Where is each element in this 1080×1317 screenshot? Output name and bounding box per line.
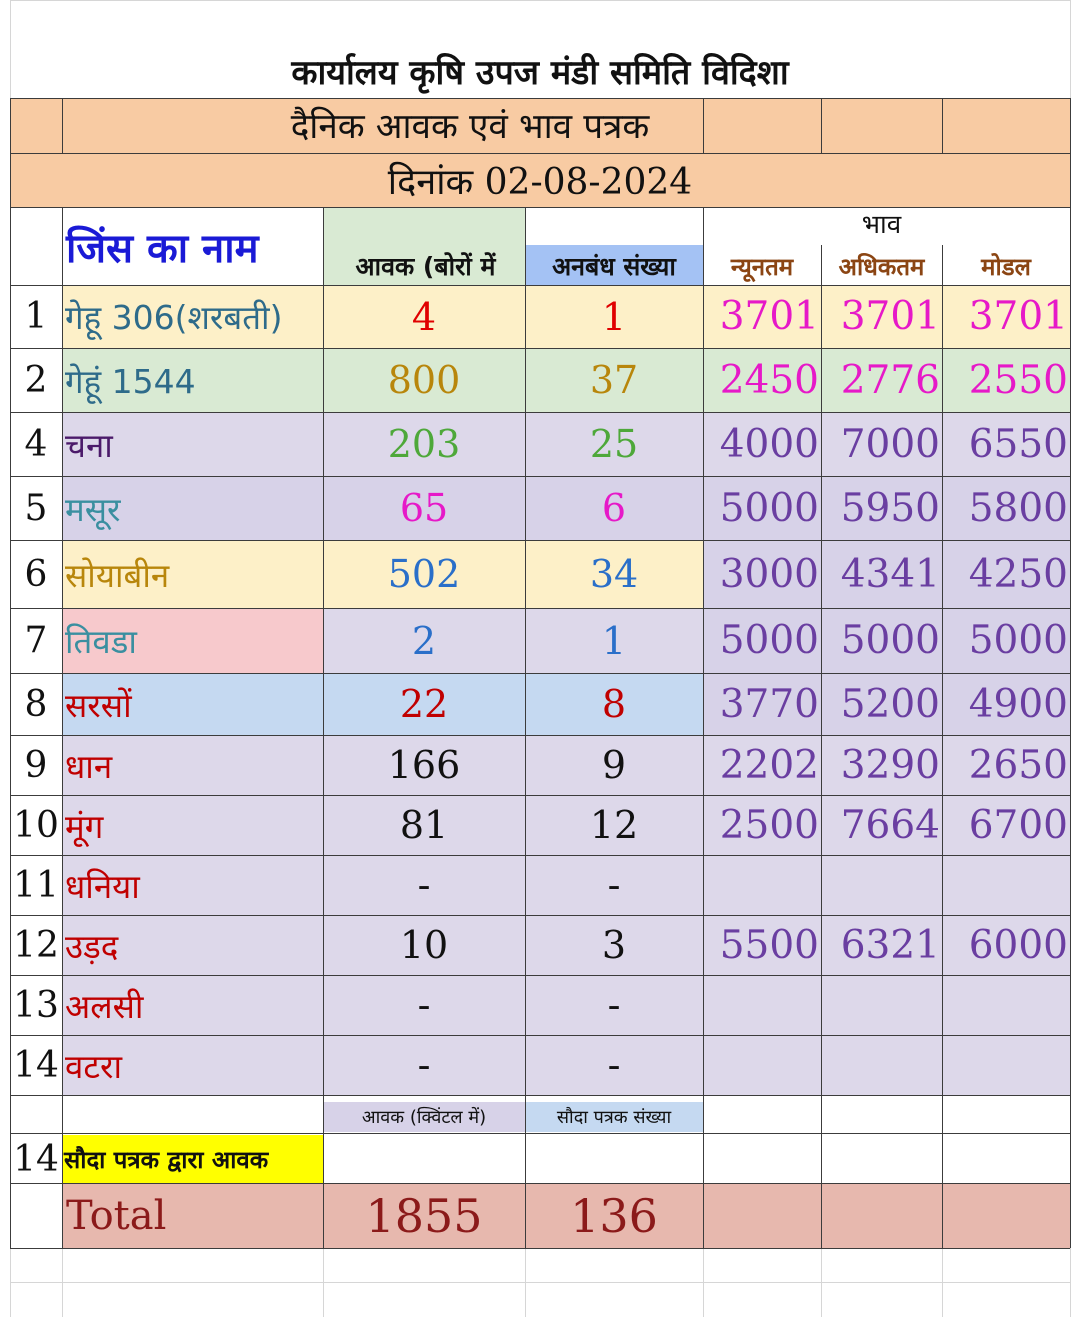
row-serial-number: 12 [13, 924, 59, 966]
table-border-vertical [10, 98, 11, 1248]
total-arrival: 1855 [365, 1188, 483, 1243]
max-price: 3701 [840, 294, 940, 339]
arrival-value: - [417, 863, 431, 907]
row-serial-number: 14 [13, 1044, 59, 1086]
row-serial-number: 13 [13, 984, 59, 1026]
table-border-horizontal [10, 1133, 1070, 1134]
table-border-horizontal [10, 975, 1070, 976]
contract-value: 1 [601, 294, 627, 339]
min-price: 2450 [719, 357, 819, 403]
commodity-name: मसूर [65, 489, 121, 529]
modal-price [942, 855, 1070, 915]
commodity-name: सरसों [65, 685, 132, 725]
min-price: 2202 [719, 742, 819, 788]
contract-value: - [607, 1043, 621, 1087]
modal-price: 6700 [968, 802, 1068, 848]
contract-value: 3 [601, 923, 627, 967]
commodity-name: मूंग [65, 806, 104, 846]
modal-price: 2650 [968, 742, 1068, 788]
page-subtitle: दैनिक आवक एवं भाव पत्रक [290, 107, 650, 147]
modal-price: 4250 [968, 551, 1068, 597]
max-price: 6321 [840, 922, 940, 968]
min-price [703, 975, 821, 1035]
table-border-horizontal [10, 98, 1070, 99]
contract-value: 8 [601, 682, 627, 726]
table-border-vertical [323, 207, 324, 1248]
table-border-vertical [525, 207, 526, 1248]
min-price [703, 855, 821, 915]
min-price [703, 1035, 821, 1095]
contract-value: 25 [589, 422, 639, 466]
row-serial-number: 6 [24, 553, 48, 595]
commodity-name: गेहू 306(शरबती) [65, 298, 283, 337]
column-header-name: जिंस का नाम [66, 225, 259, 272]
page-title: कार्यालय कृषि उपज मंडी समिति विदिशा [291, 53, 789, 93]
column-header-max: अधिकतम [838, 253, 925, 281]
contract-value: 37 [589, 358, 639, 402]
row-serial-number: 1 [24, 296, 48, 337]
sauda-serial-number: 14 [13, 1138, 59, 1180]
table-border-vertical [821, 245, 822, 1248]
row-serial-number: 4 [24, 423, 48, 465]
min-price: 2500 [719, 802, 819, 848]
arrival-value: 166 [387, 743, 461, 787]
max-price: 5200 [840, 681, 940, 727]
table-border-vertical [1070, 98, 1071, 1248]
table-border-horizontal [10, 153, 1070, 154]
arrival-value: - [417, 1043, 431, 1087]
contract-value: 34 [589, 552, 639, 596]
sauda-count-label: सौदा पत्रक संख्या [556, 1107, 672, 1128]
contract-value: 6 [601, 486, 627, 530]
commodity-name: सोयाबीन [65, 555, 170, 595]
total-contract: 136 [570, 1188, 658, 1243]
contract-value: 9 [601, 743, 627, 787]
max-price [821, 1035, 942, 1095]
table-border-horizontal [10, 855, 1070, 856]
table-border-horizontal [10, 540, 1070, 541]
table-border-horizontal [10, 735, 1070, 736]
column-header-modal: मोडल [981, 253, 1031, 281]
commodity-name: धान [65, 746, 113, 786]
arrival-value: 800 [387, 358, 461, 402]
arrival-value: 65 [399, 486, 449, 530]
table-border-vertical [703, 207, 704, 1248]
contract-value: 1 [601, 618, 627, 663]
table-border-vertical [703, 98, 704, 153]
column-header-price-group: भाव [861, 210, 902, 240]
max-price: 7664 [840, 802, 940, 848]
contract-value: - [607, 863, 621, 907]
max-price [821, 975, 942, 1035]
gridline [323, 1248, 324, 1317]
gridline [10, 0, 1070, 1]
table-border-horizontal [10, 1248, 1070, 1249]
row-serial-number: 9 [24, 744, 48, 786]
row-serial-number: 8 [24, 683, 48, 725]
table-border-vertical [62, 207, 63, 1248]
arrival-value: - [417, 983, 431, 1027]
commodity-name: तिवडा [65, 622, 137, 661]
table-border-horizontal [10, 285, 1070, 286]
min-price: 3000 [719, 551, 819, 597]
commodity-name: वटरा [65, 1046, 123, 1086]
modal-price [942, 975, 1070, 1035]
modal-price: 2550 [968, 357, 1068, 403]
table-border-vertical [942, 245, 943, 1248]
max-price: 7000 [840, 421, 940, 467]
arrival-value: 2 [411, 618, 437, 663]
max-price: 5950 [840, 485, 940, 531]
gridline [62, 1248, 63, 1317]
row-serial-number: 11 [13, 864, 59, 906]
column-header-min: न्यूनतम [730, 253, 794, 281]
gridline [821, 1248, 822, 1317]
commodity-name: अलसी [65, 986, 144, 1026]
max-price: 4341 [840, 551, 940, 597]
column-header-contract: अनबंध संख्या [552, 252, 676, 281]
commodity-name: गेहूं 1544 [65, 361, 196, 401]
arrival-value: 22 [399, 682, 449, 726]
table-border-vertical [942, 98, 943, 153]
table-border-horizontal [10, 412, 1070, 413]
arrival-value: 502 [387, 552, 461, 596]
max-price: 2776 [840, 357, 940, 403]
commodity-name: चना [65, 425, 113, 465]
table-border-horizontal [10, 673, 1070, 674]
modal-price: 5800 [968, 485, 1068, 531]
total-label: Total [66, 1192, 167, 1239]
modal-price: 6550 [968, 421, 1068, 467]
max-price: 5000 [840, 618, 940, 663]
sauda-label: सौदा पत्रक द्वारा आवक [64, 1145, 269, 1174]
commodity-name: धनिया [65, 866, 140, 906]
table-border-horizontal [10, 1035, 1070, 1036]
table-border-horizontal [10, 1183, 1070, 1184]
table-border-horizontal [10, 1095, 1070, 1096]
table-border-horizontal [10, 348, 1070, 349]
arrival-value: 4 [411, 294, 437, 339]
column-header-arrival: आवक (बोरों में [355, 252, 496, 281]
min-price: 4000 [719, 421, 819, 467]
arrival-value: 10 [399, 923, 449, 967]
modal-price [942, 1035, 1070, 1095]
table-border-vertical [62, 98, 63, 153]
table-border-vertical [821, 98, 822, 153]
table-border-horizontal [10, 795, 1070, 796]
modal-price: 5000 [968, 618, 1068, 663]
row-serial-number: 10 [13, 804, 59, 846]
table-border-horizontal [10, 207, 1070, 208]
contract-value: 12 [589, 803, 639, 847]
contract-value: - [607, 983, 621, 1027]
min-price: 3701 [719, 294, 819, 339]
report-date: दिनांक 02-08-2024 [387, 161, 693, 203]
modal-price: 3701 [968, 294, 1068, 339]
gridline [703, 1248, 704, 1317]
table-border-horizontal [10, 476, 1070, 477]
row-serial-number: 7 [24, 620, 48, 661]
gridline [525, 1248, 526, 1317]
row-serial-number: 5 [24, 487, 48, 529]
max-price [821, 855, 942, 915]
sauda-arrival-label: आवक (क्विंटल में) [361, 1107, 487, 1128]
gridline [942, 1248, 943, 1317]
min-price: 3770 [719, 681, 819, 727]
arrival-value: 203 [387, 422, 461, 466]
modal-price: 4900 [968, 681, 1068, 727]
min-price: 5000 [719, 618, 819, 663]
table-border-horizontal [10, 608, 1070, 609]
commodity-name: उड़द [65, 926, 119, 966]
gridline [10, 1282, 1070, 1283]
table-border-horizontal [10, 915, 1070, 916]
max-price: 3290 [840, 742, 940, 788]
row-serial-number: 2 [24, 359, 48, 401]
modal-price: 6000 [968, 922, 1068, 968]
min-price: 5500 [719, 922, 819, 968]
min-price: 5000 [719, 485, 819, 531]
arrival-value: 81 [399, 803, 449, 847]
